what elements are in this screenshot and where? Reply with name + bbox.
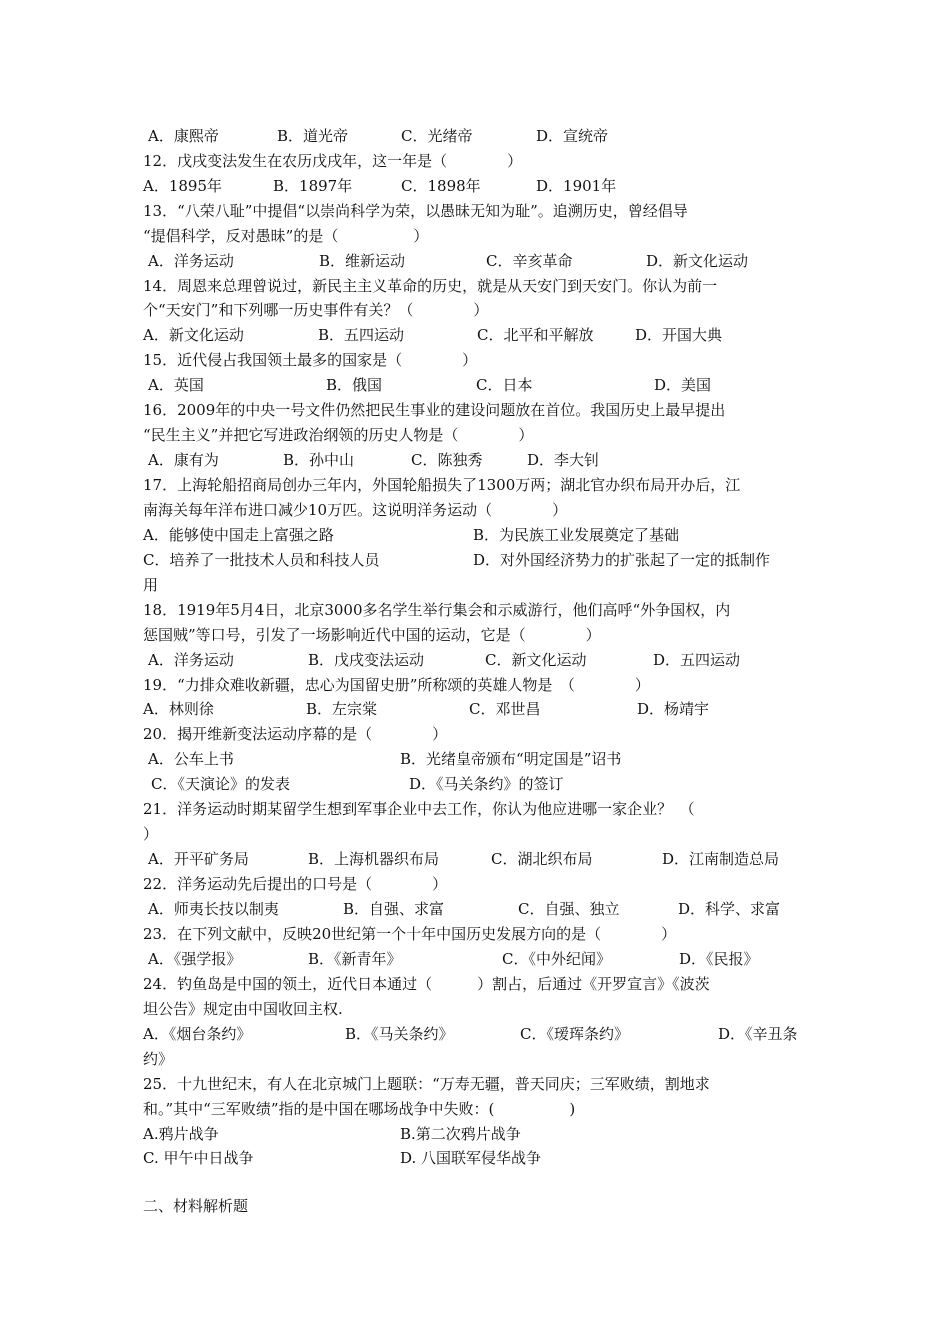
answer-option: D．对外国经济势力的扩张起了一定的抵制作 [473,551,771,569]
option-row [143,772,815,796]
question-text: 20．揭开维新变法运动序幕的是（ ） [143,725,448,743]
answer-option: A.鸦片战争 [143,1125,219,1143]
answer-option: B．五四运动 [318,326,405,344]
answer-option: D．江南制造总局 [662,850,780,868]
question-text: 个“天安门”和下列哪一历史事件有关？（ ） [143,301,489,319]
section-title: 二、材料解析题 [143,1197,249,1215]
question-text: 惩国贼”等口号，引发了一场影响近代中国的运动，它是（ ） [143,626,601,644]
question-text: 19．“力排众难收新疆，忠心为国留史册”所称颂的英雄人物是 （ ） [143,676,650,694]
question-text: 16．2009年的中央一号文件仍然把民生事业的建设问题放在首位。我国历史上最早提出 [143,401,726,419]
answer-option: B．俄国 [326,376,383,394]
answer-option: A．林则徐 [143,700,214,718]
answer-option: D．宣统帝 [536,127,609,145]
option-row [143,249,815,273]
question-text: ） [143,825,159,843]
option-row [143,1022,815,1046]
answer-option: A．康熙帝 [148,127,219,145]
answer-option: A．公车上书 [148,750,234,768]
question-text: 和。”其中“三军败绩”指的是中国在哪场战争中失败：( ) [143,1100,576,1118]
answer-option: B．孙中山 [283,451,355,469]
answer-option: B．1897年 [273,177,353,195]
answer-option: C．《天演论》的发表 [151,775,290,793]
answer-option: B．《新青年》 [308,950,402,968]
answer-option: D．新文化运动 [646,252,749,270]
answer-option: D. 八国联军侵华战争 [400,1149,542,1167]
answer-option: A．新文化运动 [143,326,244,344]
question-text: 23．在下列文献中，反映20世纪第一个十年中国历史发展方向的是（ ） [143,925,677,943]
answer-option: C．1898年 [401,177,481,195]
answer-option: D．美国 [654,376,712,394]
answer-option: D．《马关条约》的签订 [409,775,564,793]
answer-option: A．师夷长技以制夷 [148,900,279,918]
answer-option: C．培养了一批技术人员和科技人员 [143,551,380,569]
answer-option: D．《民报》 [679,950,759,968]
option-row [143,548,815,572]
answer-option: A．康有为 [148,451,219,469]
answer-option: B．光绪皇帝颁布“明定国是”诏书 [400,750,622,768]
answer-option: C．辛亥革命 [486,252,573,270]
answer-option: D．李大钊 [527,451,600,469]
answer-option: D．五四运动 [653,651,741,669]
answer-option: A．《强学报》 [148,950,242,968]
answer-option: C．《中外纪闻》 [502,950,611,968]
option-row [143,124,815,148]
answer-option: A．英国 [148,376,204,394]
answer-option: B．上海机器织布局 [308,850,440,868]
question-text: 12．戊戌变法发生在农历戊戌年，这一年是（ ） [143,152,523,170]
question-text: 15．近代侵占我国领土最多的国家是（ ） [143,351,478,369]
answer-option: C．日本 [476,376,533,394]
answer-option: C．北平和平解放 [477,326,594,344]
answer-option: A．开平矿务局 [148,850,249,868]
answer-option: C．自强、独立 [518,900,620,918]
answer-option: B.第二次鸦片战争 [400,1125,521,1143]
answer-option: A．洋务运动 [148,252,234,270]
option-row [143,1146,815,1170]
question-text: 18．1919年5月4日，北京3000多名学生举行集会和示威游行，他们高呼“外争国权，内 [143,601,731,619]
answer-option: A．能够使中国走上富强之路 [143,526,334,544]
answer-option: C．邓世昌 [469,700,541,718]
question-text: 南海关每年洋布进口减少10万匹。这说明洋务运动（ ） [143,501,568,519]
option-row [143,448,815,472]
answer-option: A．洋务运动 [148,651,234,669]
answer-option: B．左宗棠 [306,700,378,718]
question-text: 24．钓鱼岛是中国的领土，近代日本通过（ ）割占，后通过《开罗宣言》《波茨 [143,975,710,993]
answer-option: B．《马关条约》 [345,1025,454,1043]
answer-option: B．道光帝 [277,127,349,145]
answer-option: D．科学、求富 [678,900,781,918]
answer-option: B．自强、求富 [343,900,445,918]
option-row [143,897,815,921]
question-text: 14．周恩来总理曾说过，新民主主义革命的历史，就是从天安门到天安门。你认为前一 [143,277,718,295]
answer-option: D．1901年 [536,177,617,195]
question-text: “民生主义”并把它写进政治纲领的历史人物是（ ） [143,426,534,444]
question-text: 约》 [143,1050,174,1068]
answer-option: C．陈独秀 [411,451,483,469]
option-row [143,847,815,871]
answer-option: C．《瑷珲条约》 [520,1025,629,1043]
option-row [143,648,815,672]
answer-option: A．《烟台条约》 [143,1025,252,1043]
answer-option: D．杨靖宇 [637,700,710,718]
question-text: 21．洋务运动时期某留学生想到军事企业中去工作，你认为他应进哪一家企业？ （ [143,800,695,818]
question-text: 13．“八荣八耻”中提倡“以崇尚科学为荣，以愚昧无知为耻”。追溯历史，曾经倡导 [143,202,688,220]
question-text: 用 [143,576,159,594]
answer-option: B．戊戌变法运动 [308,651,425,669]
answer-option: C．湖北织布局 [491,850,593,868]
option-row [143,697,815,721]
option-row [143,523,815,547]
answer-option: D．开国大典 [635,326,723,344]
answer-option: C．新文化运动 [485,651,587,669]
answer-option: A．1895年 [143,177,223,195]
question-text: 25．十九世纪末，有人在北京城门上题联：“万寿无疆，普天同庆；三军败绩，割地求 [143,1075,710,1093]
option-row [143,323,815,347]
answer-option: C．光绪帝 [401,127,473,145]
option-row [143,174,815,198]
option-row [143,947,815,971]
question-text: 17．上海轮船招商局创办三年内，外国轮船损失了1300万两；湖北官办织布局开办后，江 [143,476,741,494]
answer-option: B．为民族工业发展奠定了基础 [473,526,680,544]
option-row [143,1122,815,1146]
option-row [143,747,815,771]
answer-option: D．《辛丑条 [718,1025,798,1043]
question-text: “提倡科学，反对愚昧”的是（ ） [143,227,429,245]
option-row [143,373,815,397]
question-text: 22．洋务运动先后提出的口号是（ ） [143,875,448,893]
answer-option: B．维新运动 [319,252,406,270]
answer-option: C. 甲午中日战争 [143,1149,254,1167]
question-text: 坦公告》规定由中国收回主权. [143,1000,343,1018]
